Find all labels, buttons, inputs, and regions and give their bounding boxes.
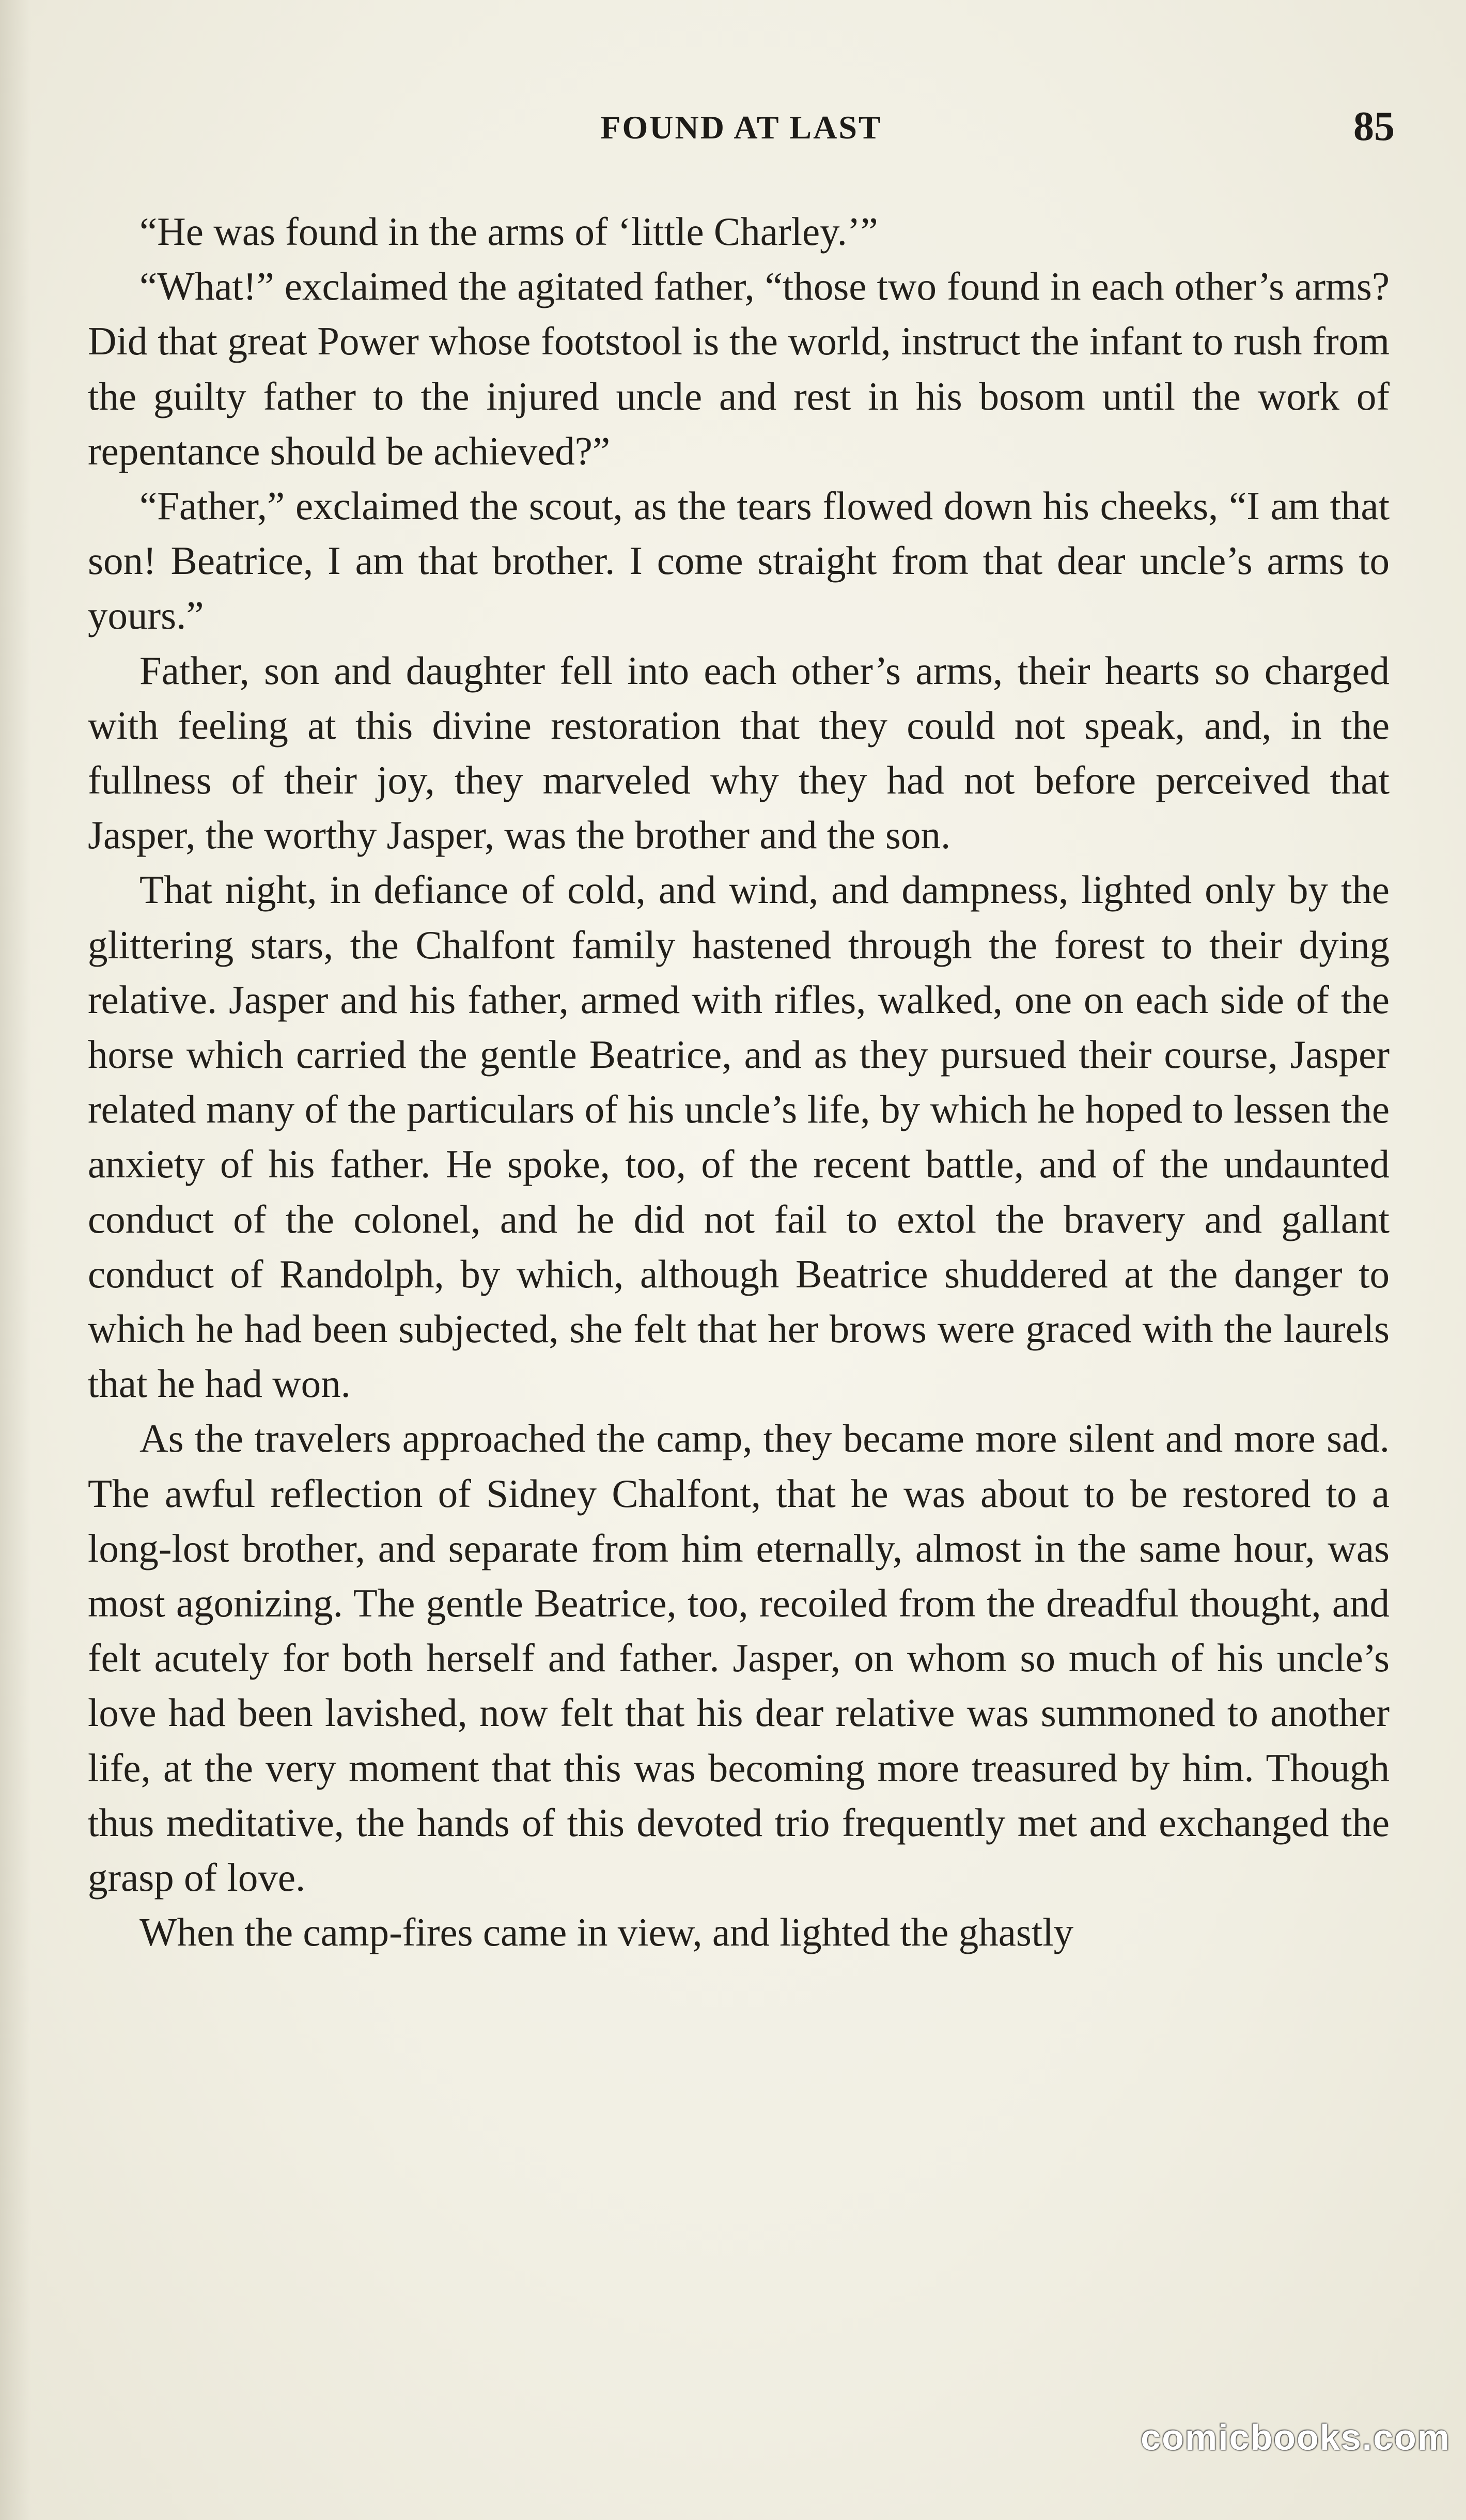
running-head (88, 103, 1395, 160)
paragraph: As the travelers approached the camp, they became more silent and more sad. The awful reflection of Sidney Chalfont, that he was about to be restored to a long-lost brother, and separate from him eternally, almost in the same hour, was most agonizing. The gentle Beatrice, too, recoiled from the dreadful thought, and felt acutely for both herself and father. Jasper, on whom so much of his uncle’s love had been lavished, now felt that his dear relative was summoned to another life, at the very moment that this was becoming more treasured by him. Though thus meditative, the hands of this devoted trio frequently met and exchanged the grasp of love. (88, 1416, 1390, 1900)
paragraph: Father, son and daughter fell into each other’s arms, their hearts so charged with feeling at this divine restoration that they could not speak, and, in the fullness of their joy, they marveled why they had not before perceived that Jasper, the worthy Jasper, was the brother and the son. (88, 648, 1390, 858)
paragraph: “He was found in the arms of ‘little Charley.’” (139, 209, 878, 254)
running-head-title: FOUND AT LAST (600, 109, 882, 146)
paragraph: That night, in defiance of cold, and wind, and dampness, lighted only by the glittering stars, the Chalfont family hastened through the forest to their dying relative. Jasper and his father, armed with rifles, walked, one on each side of the horse which carried the gentle Beatrice, and as they pursued their course, Jasper related many of the particulars of his uncle’s life, by which he hoped to lessen the anxiety of his father. He spoke, too, of the recent battle, and of the undaunted conduct of the colonel, and he did not fail to extol the bravery and gallant conduct of Randolph, by which, although Beatrice shuddered at the danger to which he had been subjected, she felt that her brows were graced with the laurels that he had won. (88, 867, 1390, 1406)
paragraph: “Father,” exclaimed the scout, as the tears flowed down his cheeks, “I am that son! Beatrice, I am that brother. I come straight from that dear uncle’s arms to yours.” (88, 484, 1390, 638)
paragraph: “What!” exclaimed the agitated father, “those two found in each other’s arms? Did that great Power whose footstool is the world, instruct the infant to rush from the guilty father to the injured uncle and rest in his bosom until the work of repentance should be achieved?” (88, 264, 1390, 473)
paragraph: When the camp-fires came in view, and lighted the ghastly (139, 1910, 1074, 1955)
page-edge-shadow (0, 0, 31, 2520)
watermark: comicbooks.com (1141, 2417, 1451, 2457)
body-text (88, 204, 1390, 1960)
page-number: 85 (1353, 104, 1395, 149)
